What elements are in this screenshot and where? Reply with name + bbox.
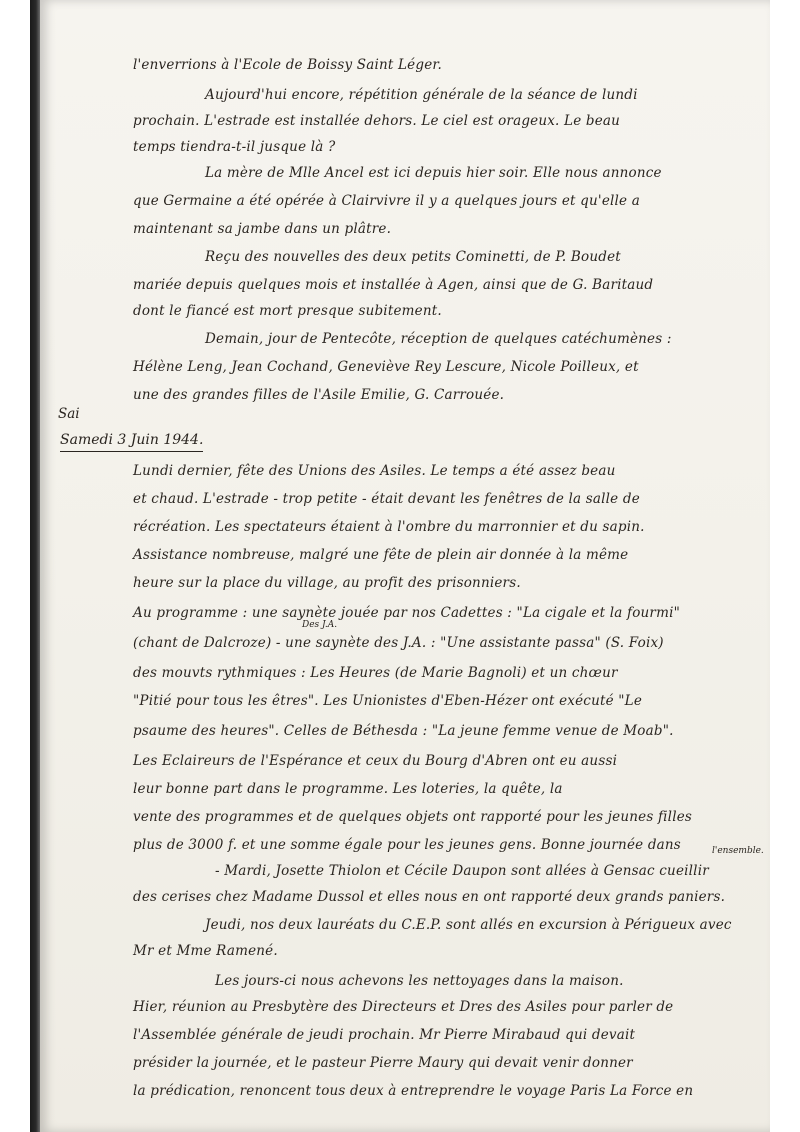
text-line: Hélène Leng, Jean Cochand, Geneviève Rey Lescure, Nicole Poilleux, et: [133, 359, 639, 375]
book-binding: [30, 0, 40, 1132]
text-line: plus de 3000 f. et une somme égale pour les jeunes gens. Bonne journée dans: [133, 837, 681, 853]
text-line: la prédication, renoncent tous deux à entreprendre le voyage Paris La Force en: [133, 1083, 694, 1099]
margin-note: Sai: [58, 406, 80, 422]
text-line: Au programme : une saynète jouée par nos Cadettes : "La cigale et la fourmi": [133, 605, 680, 621]
text-line: "Pitié pour tous les êtres". Les Unionistes d'Eben-Hézer ont exécuté "Le: [133, 693, 643, 709]
text-line: Les jours-ci nous achevons les nettoyages dans la maison.: [215, 973, 624, 989]
text-line: mariée depuis quelques mois et installée à Agen, ainsi que de G. Baritaud: [133, 277, 654, 293]
text-line: l'Assemblée générale de jeudi prochain. Mr Pierre Mirabaud qui devait: [133, 1027, 636, 1043]
text-line: Les Eclaireurs de l'Espérance et ceux du Bourg d'Abren ont eu aussi: [133, 753, 618, 769]
text-line: Aujourd'hui encore, répétition générale de la séance de lundi: [205, 87, 638, 103]
text-line: vente des programmes et de quelques objets ont rapporté pour les jeunes filles: [133, 809, 693, 825]
text-line: récréation. Les spectateurs étaient à l'ombre du marronnier et du sapin.: [133, 519, 645, 535]
text-line: Jeudi, nos deux lauréats du C.E.P. sont allés en excursion à Périgueux avec: [205, 917, 732, 933]
text-line: Demain, jour de Pentecôte, réception de quelques catéchumènes :: [205, 331, 672, 347]
text-line: maintenant sa jambe dans un plâtre.: [133, 221, 392, 237]
text-line: (chant de Dalcroze) - une saynète des J.A. : "Une assistante passa" (S. Foix): [133, 635, 664, 651]
text-line: et chaud. L'estrade - trop petite - était devant les fenêtres de la salle de: [133, 491, 640, 507]
text-line: Assistance nombreuse, malgré une fête de plein air donnée à la même: [133, 547, 629, 563]
text-line: l'enverrions à l'Ecole de Boissy Saint Léger.: [133, 57, 443, 73]
insertion-note: Des J.A.: [302, 620, 338, 630]
text-line: présider la journée, et le pasteur Pierre Maury qui devait venir donner: [133, 1055, 633, 1071]
text-line: Mr et Mme Ramené.: [133, 943, 278, 959]
text-line: - Mardi, Josette Thiolon et Cécile Daupon sont allées à Gensac cueillir: [215, 863, 709, 879]
text-line: Hier, réunion au Presbytère des Directeurs et Dres des Asiles pour parler de: [133, 999, 674, 1015]
text-line: leur bonne part dans le programme. Les loteries, la quête, la: [133, 781, 563, 797]
text-line: Reçu des nouvelles des deux petits Cominetti, de P. Boudet: [205, 249, 621, 265]
date-heading: Samedi 3 Juin 1944.: [60, 432, 203, 452]
text-line: une des grandes filles de l'Asile Emilie, G. Carrouée.: [133, 387, 505, 403]
text-line: La mère de Mlle Ancel est ici depuis hier soir. Elle nous annonce: [205, 165, 662, 181]
overflow-note: l'ensemble.: [712, 846, 764, 856]
text-line: prochain. L'estrade est installée dehors. Le ciel est orageux. Le beau: [133, 113, 621, 129]
text-line: des mouvts rythmiques : Les Heures (de Marie Bagnoli) et un chœur: [133, 665, 618, 681]
text-line: que Germaine a été opérée à Clairvivre il y a quelques jours et qu'elle a: [133, 193, 640, 209]
text-line: temps tiendra-t-il jusque là ?: [133, 139, 336, 155]
text-line: dont le fiancé est mort presque subitement.: [133, 303, 442, 319]
text-line: des cerises chez Madame Dussol et elles nous en ont rapporté deux grands paniers.: [133, 889, 726, 905]
text-line: heure sur la place du village, au profit des prisonniers.: [133, 575, 521, 591]
text-line: psaume des heures". Celles de Béthesda : "La jeune femme venue de Moab".: [133, 723, 674, 739]
text-line: Lundi dernier, fête des Unions des Asiles. Le temps a été assez beau: [133, 463, 616, 479]
